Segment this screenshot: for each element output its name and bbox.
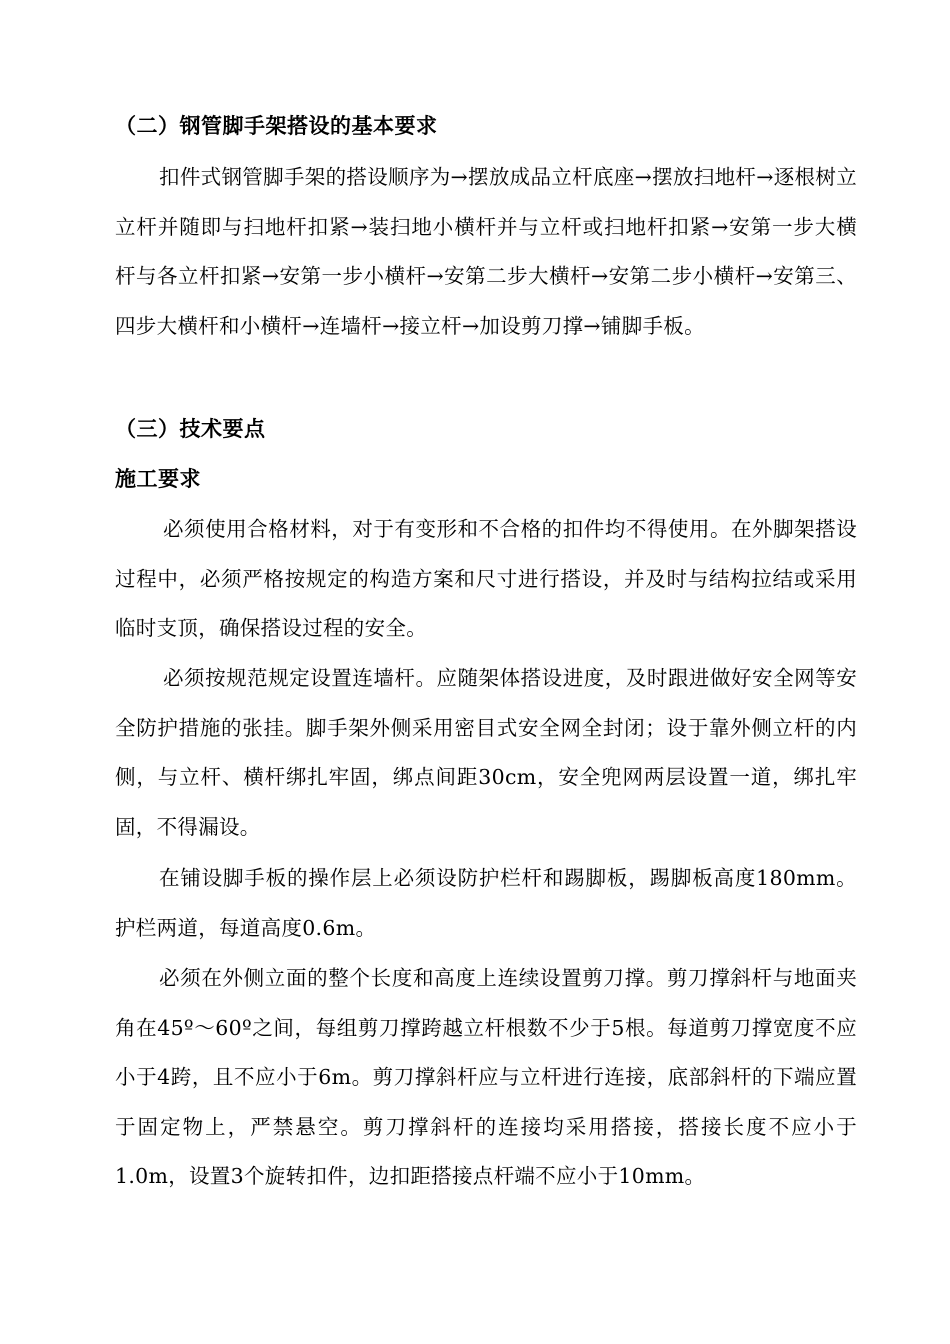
- paragraph-qualified-materials: 必须使用合格材料，对于有变形和不合格的扣件均不得使用。在外脚架搭设过程中，必须严格按规定的构造方案和尺寸进行搭设，并及时与结构拉结或采用临时支顶，确保搭设过程的安全。: [115, 517, 857, 640]
- subheading-construction-requirements: 施工要求: [115, 467, 201, 491]
- paragraph-guardrails-toeboards: 在铺设脚手板的操作层上必须设防护栏杆和踢脚板，踢脚板高度180mm。护栏两道，每道高度0.6m。: [115, 866, 857, 940]
- section-heading-technical-points: （三）技术要点: [115, 417, 266, 441]
- section-heading-basic-requirements: （二）钢管脚手架搭设的基本要求: [115, 114, 438, 138]
- paragraph-scaffold-sequence: 扣件式钢管脚手架的搭设顺序为→摆放成品立杆底座→摆放扫地杆→逐根树立立杆并随即与扫地杆扣紧→装扫地小横杆并与立杆或扫地杆扣紧→安第一步大横杆与各立杆扣紧→安第一步小横杆→安第二步大横杆→安第二步小横杆→安第三、四步大横杆和小横杆→连墙杆→接立杆→加设剪刀撑→铺脚手板。: [115, 165, 857, 338]
- paragraph-cross-bracing: 必须在外侧立面的整个长度和高度上连续设置剪刀撑。剪刀撑斜杆与地面夹角在45º～60º之间，每组剪刀撑跨越立杆根数不少于5根。每道剪刀撑宽度不应小于4跨，且不应小于6m。剪刀撑斜杆应与立杆进行连接，底部斜杆的下端应置于固定物上，严禁悬空。剪刀撑斜杆的连接均采用搭接，搭接长度不应小于1.0m，设置3个旋转扣件，边扣距搭接点杆端不应小于10mm。: [115, 966, 857, 1188]
- paragraph-wall-ties-safety-net: 必须按规范规定设置连墙杆。应随架体搭设进度，及时跟进做好安全网等安全防护措施的张挂。脚手架外侧采用密目式安全网全封闭；设于靠外侧立杆的内侧，与立杆、横杆绑扎牢固，绑点间距30cm，安全兜网两层设置一道，绑扎牢固，不得漏设。: [115, 666, 857, 839]
